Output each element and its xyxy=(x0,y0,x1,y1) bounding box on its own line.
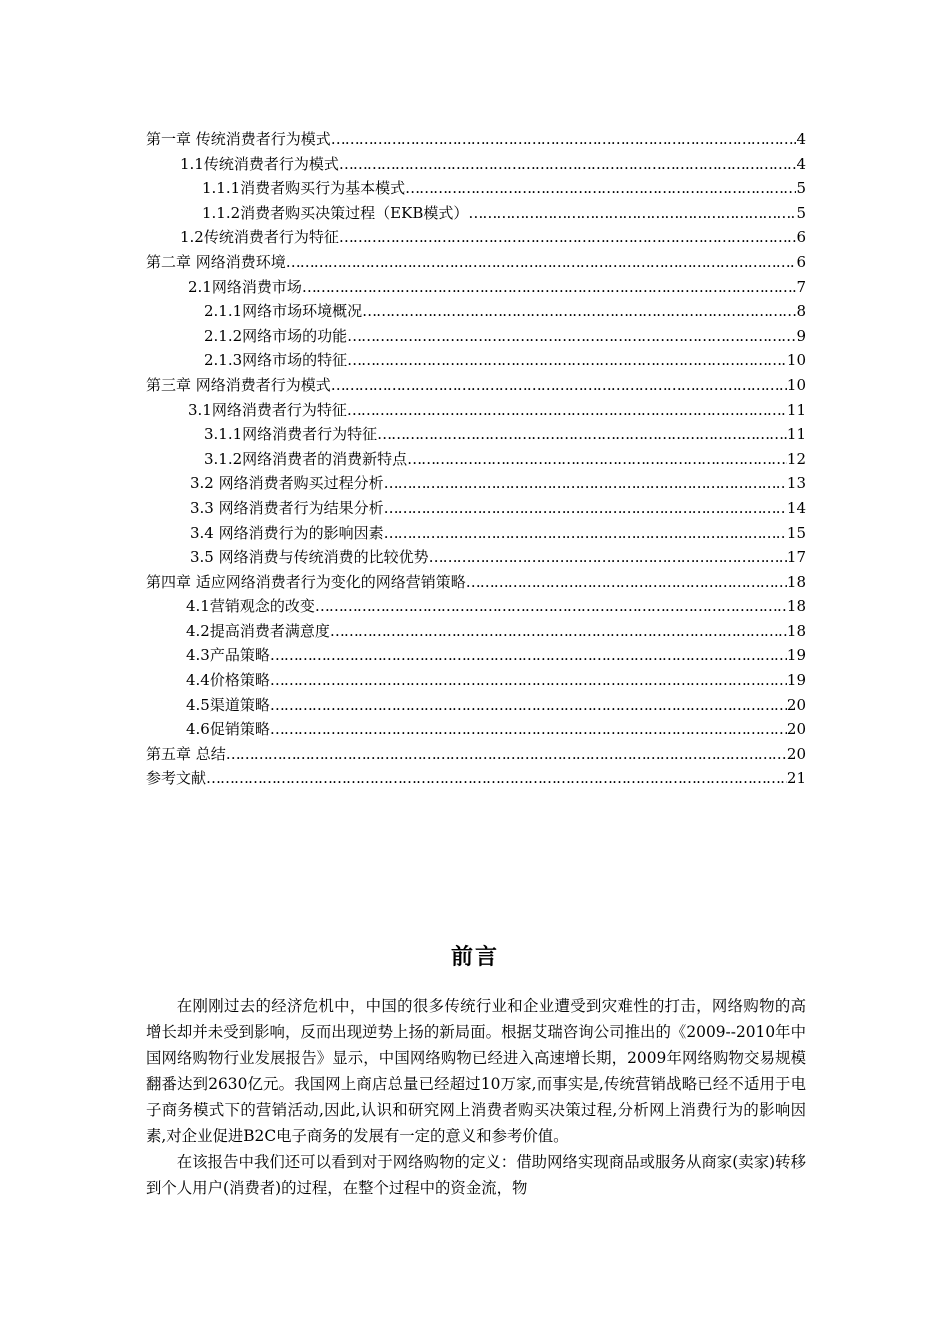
toc-dot-leader xyxy=(384,496,787,521)
toc-entry-page: 18 xyxy=(786,621,806,640)
toc-entry-title: 3.1.2网络消费者的消费新特点 xyxy=(204,449,408,468)
toc-entry xyxy=(146,471,806,496)
toc-dot-leader xyxy=(362,299,796,324)
toc-dot-leader xyxy=(302,275,797,300)
toc-entry-page: 10 xyxy=(786,375,806,394)
toc-entry-title: 第五章 总结 xyxy=(146,744,226,763)
toc-entry-page: 18 xyxy=(786,597,806,616)
toc-dot-leader xyxy=(270,693,787,718)
toc-entry xyxy=(146,299,806,324)
toc-entry-page: 20 xyxy=(786,695,806,714)
toc-dot-leader xyxy=(270,717,787,742)
toc-entry-title: 3.1网络消费者行为特征 xyxy=(188,400,347,419)
toc-entry-title: 2.1.2网络市场的功能 xyxy=(204,326,348,345)
toc-entry-page: 17 xyxy=(786,548,806,567)
toc-entry-title: 4.6促销策略 xyxy=(186,720,270,739)
toc-dot-leader xyxy=(315,594,787,619)
toc-entry xyxy=(146,447,806,472)
toc-entry xyxy=(146,668,806,693)
toc-entry xyxy=(146,201,806,226)
toc-entry-page: 5 xyxy=(796,203,806,222)
toc-entry-page: 7 xyxy=(796,277,806,296)
toc-entry-title: 2.1网络消费市场 xyxy=(188,277,302,296)
toc-entry xyxy=(146,127,806,152)
toc-dot-leader xyxy=(331,127,797,152)
toc-entry xyxy=(146,422,806,447)
preface-paragraph-2: 在该报告中我们还可以看到对于网络购物的定义：借助网络实现商品或服务从商家(卖家)转移到个人用户(消费者)的过程，在整个过程中的资金流，物 xyxy=(146,1153,806,1197)
toc-entry-title: 4.5渠道策略 xyxy=(186,695,270,714)
preface-body xyxy=(146,993,806,1201)
toc-dot-leader xyxy=(339,225,797,250)
toc-entry-title: 1.1传统消费者行为模式 xyxy=(180,154,339,173)
toc-entry-page: 14 xyxy=(786,498,806,517)
toc-entry xyxy=(146,521,806,546)
toc-entry-page: 15 xyxy=(786,523,806,542)
toc-entry xyxy=(146,348,806,373)
toc-entry-page: 8 xyxy=(796,302,806,321)
toc-entry-page: 5 xyxy=(796,179,806,198)
toc-entry xyxy=(146,398,806,423)
toc-entry-page: 11 xyxy=(786,425,806,444)
toc-entry xyxy=(146,594,806,619)
toc-entry-title: 3.3 网络消费者行为结果分析 xyxy=(190,498,384,517)
toc-entry-page: 18 xyxy=(786,572,806,591)
toc-entry xyxy=(146,373,806,398)
toc-entry-title: 1.1.2消费者购买决策过程（EKB模式） xyxy=(202,203,469,222)
toc-dot-leader xyxy=(384,471,787,496)
toc-entry-page: 6 xyxy=(796,228,806,247)
toc-dot-leader xyxy=(407,447,787,472)
toc-entry-title: 3.1.1网络消费者行为特征 xyxy=(204,425,378,444)
toc-entry-title: 第四章 适应网络消费者行为变化的网络营销策略 xyxy=(146,572,466,591)
toc-entry-title: 1.1.1消费者购买行为基本模式 xyxy=(202,179,406,198)
toc-dot-leader xyxy=(347,398,787,423)
toc-entry-title: 参考文献 xyxy=(146,769,207,788)
toc-entry-page: 4 xyxy=(796,154,806,173)
toc-entry-page: 12 xyxy=(786,449,806,468)
toc-entry-title: 4.4价格策略 xyxy=(186,671,270,690)
toc-entry xyxy=(146,250,806,275)
toc-entry xyxy=(146,275,806,300)
toc-entry xyxy=(146,225,806,250)
toc-entry xyxy=(146,717,806,742)
toc-entry xyxy=(146,643,806,668)
toc-entry xyxy=(146,324,806,349)
toc-entry-page: 6 xyxy=(796,252,806,271)
preface-title: 前言 xyxy=(450,945,499,970)
toc-dot-leader xyxy=(330,619,787,644)
toc-entry-page: 19 xyxy=(786,671,806,690)
toc-entry-title: 2.1.1网络市场环境概况 xyxy=(204,302,363,321)
toc-entry-title: 2.1.3网络市场的特征 xyxy=(204,351,348,370)
preface-paragraph-1: 在刚刚过去的经济危机中，中国的很多传统行业和企业遭受到灾难性的打击，网络购物的高增长却并未受到影响，反而出现逆势上扬的新局面。根据艾瑞咨询公司推出的《2009--2010年中国网络购物行业发展报告》显示，中国网络购物已经进入高速增长期，2009年网络购物交易规模翻番达到2630亿元。我国网上商店总量已经超过10万家,而事实是,传统营销战略已经不适用于电子商务模式下的营销活动,因此,认识和研究网上消费者购买决策过程,分析网上消费行为的影响因素,对企业促进B2C电子商务的发展有一定的意义和参考价值。 xyxy=(146,997,806,1145)
toc-dot-leader xyxy=(226,742,787,767)
toc-entry-page: 9 xyxy=(796,326,806,345)
toc-dot-leader xyxy=(468,201,796,226)
toc-dot-leader xyxy=(347,348,787,373)
toc-entry-title: 第三章 网络消费者行为模式 xyxy=(146,375,331,394)
toc-entry-title: 3.2 网络消费者购买过程分析 xyxy=(190,474,384,493)
toc-entry-page: 21 xyxy=(786,769,806,788)
toc-entry-title: 第一章 传统消费者行为模式 xyxy=(146,130,331,148)
toc-entry-title: 3.4 网络消费行为的影响因素 xyxy=(190,523,384,542)
toc-dot-leader xyxy=(270,643,787,668)
toc-entry xyxy=(146,176,806,201)
toc-dot-leader xyxy=(466,570,787,595)
toc-entry-title: 4.1营销观念的改变 xyxy=(186,597,315,616)
toc-entry xyxy=(146,742,806,767)
toc-entry-title: 第二章 网络消费环境 xyxy=(146,252,286,271)
toc-entry-title: 3.5 网络消费与传统消费的比较优势 xyxy=(190,548,429,567)
toc-entry xyxy=(146,570,806,595)
toc-dot-leader xyxy=(429,545,787,570)
toc-dot-leader xyxy=(270,668,787,693)
toc-dot-leader xyxy=(206,766,787,791)
toc-entry xyxy=(146,496,806,521)
toc-entry-page: 4 xyxy=(796,130,806,148)
toc-entry xyxy=(146,619,806,644)
toc-dot-leader xyxy=(377,422,787,447)
toc-entry-page: 20 xyxy=(786,720,806,739)
toc-dot-leader xyxy=(339,152,797,177)
toc-entry xyxy=(146,152,806,177)
toc-dot-leader xyxy=(405,176,796,201)
toc-entry-title: 4.3产品策略 xyxy=(186,646,270,665)
toc-entry-page: 20 xyxy=(786,744,806,763)
toc-entry-title: 1.2传统消费者行为特征 xyxy=(180,228,339,247)
toc-dot-leader xyxy=(331,373,787,398)
toc-dot-leader xyxy=(384,521,787,546)
table-of-contents xyxy=(146,127,806,791)
toc-entry xyxy=(146,693,806,718)
toc-entry-title: 4.2提高消费者满意度 xyxy=(186,621,330,640)
toc-entry-page: 11 xyxy=(786,400,806,419)
toc-entry-page: 10 xyxy=(786,351,806,370)
toc-dot-leader xyxy=(347,324,796,349)
toc-entry-page: 13 xyxy=(786,474,806,493)
toc-entry xyxy=(146,766,806,791)
toc-dot-leader xyxy=(286,250,797,275)
toc-entry-page: 19 xyxy=(786,646,806,665)
toc-entry xyxy=(146,545,806,570)
